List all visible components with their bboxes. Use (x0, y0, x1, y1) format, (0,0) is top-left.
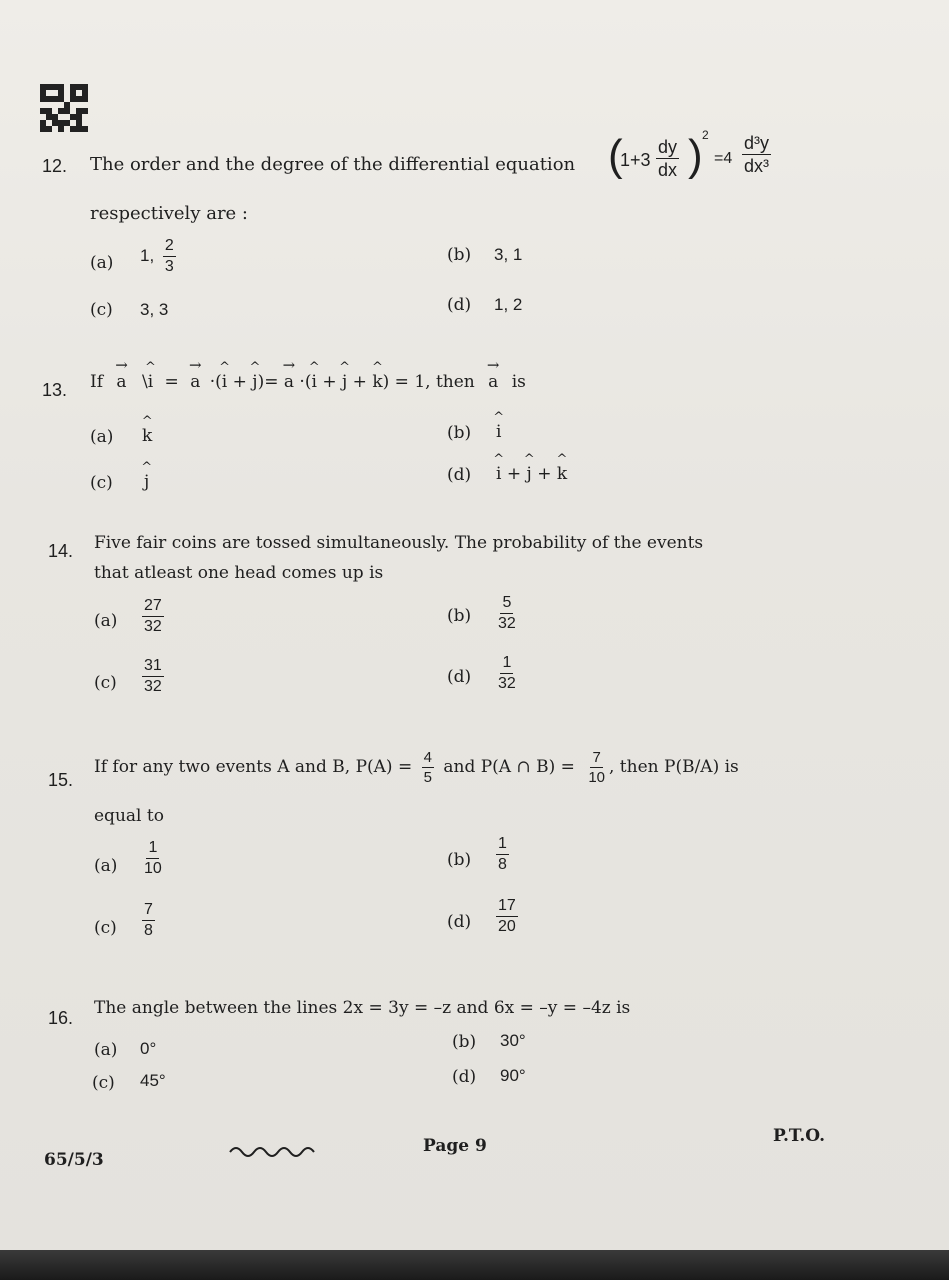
option-12c-value: 3, 3 (140, 300, 169, 319)
question-12-text: The order and the degree of the differential equation (90, 154, 576, 175)
qr-code-icon (40, 84, 88, 132)
option-label: (c) (92, 1073, 115, 1093)
option-label: (d) (447, 295, 472, 315)
question-14-text: Five fair coins are tossed simultaneously. The probability of the events (94, 533, 704, 553)
question-12-text-cont: respectively are : (90, 203, 248, 224)
question-number-14: 14. (48, 541, 74, 561)
option-label: (b) (447, 245, 472, 265)
option-13d-value: ^ i + ^ j + ^ k (496, 464, 567, 484)
option-16c-value: 45° (140, 1071, 166, 1090)
option-16b-value: 30° (500, 1031, 526, 1050)
question-15-text: If for any two events A and B, P(A) = $\frac{4}{5}$ and P(A ∩ B) = $\frac{7}{10}$ , then P(B/A) is (94, 749, 739, 786)
option-label: (a) (94, 611, 118, 631)
question-number-13: 13. (42, 380, 68, 400)
option-label: (a) (94, 856, 118, 876)
option-16d-value: 90° (500, 1066, 526, 1085)
question-number-15: 15. (48, 770, 74, 790)
question-number-12: 12. (42, 156, 68, 176)
option-15a-value: $\frac{1}{10}$ (144, 839, 162, 877)
option-15c-value: $\frac{7}{8}$ (144, 901, 153, 939)
page-number: Page 9 (423, 1136, 487, 1156)
option-label: (c) (90, 473, 113, 493)
option-13a-value: ^ k (142, 426, 152, 446)
option-12b-value: 3, 1 (494, 245, 523, 264)
question-13-text: If → a \^ i = → a ·(^ i + ^ j)= → a ·(^ i + ^ j + ^ k) = 1, then → a is (90, 372, 526, 392)
question-16-text: The angle between the lines 2x = 3y = –z and 6x = –y = –4z is (94, 998, 631, 1018)
option-15d-value: $\frac{17}{20}$ (498, 897, 516, 935)
option-label: (a) (90, 427, 114, 447)
option-label: (a) (94, 1040, 118, 1060)
option-13c-value: ^ j (144, 472, 149, 492)
option-label: (c) (94, 918, 117, 938)
option-label: (b) (447, 850, 472, 870)
option-14b-value: $\frac{5}{32}$ (498, 594, 516, 632)
option-14d-value: $\frac{1}{32}$ (498, 654, 516, 692)
option-12d-value: 1, 2 (494, 295, 523, 314)
option-14a-value: $\frac{27}{32}$ (144, 597, 162, 635)
pto-label: P.T.O. (773, 1126, 825, 1146)
option-label: (a) (90, 253, 114, 273)
option-label: (c) (90, 300, 113, 320)
question-15-text-cont: equal to (94, 806, 164, 826)
option-label: (b) (447, 423, 472, 443)
option-label: (b) (447, 606, 472, 626)
paper-code: 65/5/3 (44, 1150, 104, 1170)
question-14-text-cont: that atleast one head comes up is (94, 563, 384, 583)
option-15b-value: $\frac{1}{8}$ (498, 835, 507, 873)
option-label: (b) (452, 1032, 477, 1052)
option-label: (d) (447, 667, 472, 687)
option-label: (d) (447, 912, 472, 932)
wave-divider-icon (228, 1142, 318, 1162)
option-13b-value: ^ i (496, 422, 501, 442)
question-number-16: 16. (48, 1008, 74, 1028)
option-label: (d) (447, 465, 472, 485)
option-16a-value: 0° (140, 1039, 157, 1058)
question-12-equation: ( 1+3 $\frac{dy}{dx}$ ) 2 =4 $\frac{\text{d³y}}{\text{dx³}}$ (608, 128, 770, 180)
option-label: (d) (452, 1067, 477, 1087)
option-label: (c) (94, 673, 117, 693)
option-14c-value: $\frac{31}{32}$ (144, 657, 162, 695)
option-12a-value: 1, $\frac{2}{3}$ (140, 237, 174, 275)
bottom-shadow (0, 1250, 949, 1280)
